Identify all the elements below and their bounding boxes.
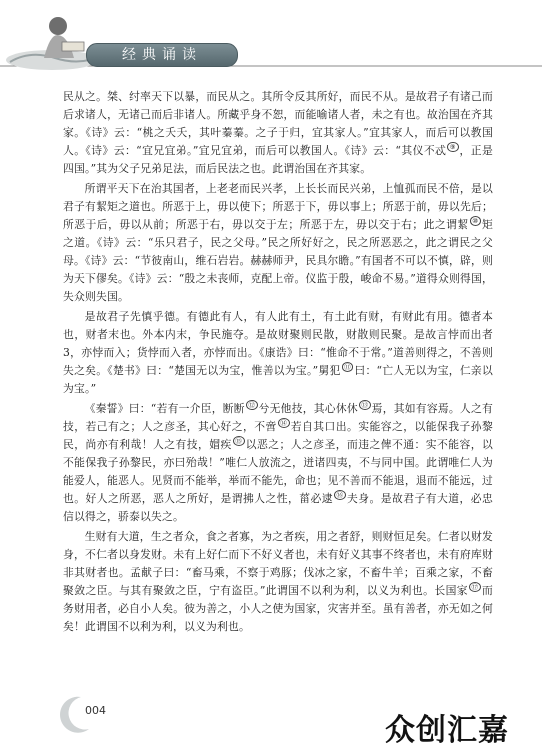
header-illustration	[0, 0, 542, 95]
footnote-marker: ⑬	[359, 400, 371, 410]
text-run: ，正是四国。”其为父子兄弟足法，而后民法之也。此谓治国在齐其家。	[63, 144, 493, 175]
footnote-marker: ⑩	[470, 216, 481, 226]
text-run: 矩之道。《诗》云：“乐只君子，民之父母。”民之所好好之，民之所恶恶之，此之谓民之父母。《诗》云：“节彼南山，维石岩岩。赫赫师尹，民具尔瞻。”有国者不可以不慎，辟，则为天下僇矣。《诗》云：“殷之未丧师，克配上帝。仪监于殷，峻命不易。”道得众则得国，失众则失国。	[63, 218, 494, 303]
paragraph	[63, 308, 493, 398]
classical-text-body	[63, 88, 493, 638]
footnote-marker: ⑯	[334, 490, 346, 500]
text-run: 兮无他技，其心休休	[258, 402, 358, 415]
series-title: 经典诵读	[122, 47, 202, 63]
text-run: 曰：“亡人无以为宝，仁亲以为宝。”	[63, 364, 494, 395]
text-run: 以恶之；人之彦圣，而违之俾不通：实不能容，以不能保我子孙黎民，亦曰殆哉！”唯仁人放流之，迸诸四夷，不与同中国。此谓唯仁人为能爱人，能恶人。见贤而不能举，举而不能先，命也；见不善而不能退，退而不能远，过也。好人之所恶，恶人之所好，是谓拂人之性，菑必逮	[63, 438, 494, 505]
scroll-icon	[62, 42, 84, 51]
footnote-marker: ⑪	[342, 362, 354, 372]
page-number: 004	[85, 704, 106, 717]
text-run: 所谓平天下在治其国者，上老老而民兴孝，上长长而民兴弟，上恤孤而民不倍，是以君子有絜矩之道也。所恶于上，毋以使下；所恶于下，毋以事上；所恶于前，毋以先后；所恶于后，毋以从前；所恶于右，毋以交于左；所恶于左，毋以交于右；此之谓絜	[63, 182, 493, 231]
text-run: 是故君子先慎乎德。有德此有人，有人此有土，有土此有财，有财此有用。德者本也，财者末也。外本内末，争民施夺。是故财聚则民散，财散则民聚。是故言悖而出者3，亦悖而入；货悖而入者，亦悖而出。《康诰》曰：“惟命不于常。”道善则得之，不善则失之矣。《楚书》曰：“楚国无以为宝，惟善以为宝。”舅犯	[63, 310, 493, 377]
watermark-text: 众创汇嘉	[385, 713, 509, 748]
scholar-head-icon	[49, 17, 67, 35]
text-run: 生财有大道，生之者众，食之者寡，为之者疾，用之者舒，则财恒足矣。仁者以财发身，不仁者以身发财。未有上好仁而下不好义者也，未有好义其事不终者也，未有府库财非其财者也。孟献子曰：“畜马乘，不察于鸡豚；伐冰之家，不畜牛羊；百乘之家，不畜聚敛之臣。与其有聚敛之臣，宁有盗臣。”此谓国不以利为利，以义为利也。长国家	[63, 530, 493, 597]
footnote-marker: ⑫	[246, 400, 258, 410]
text-run: 民从之。桀、纣率天下以暴，而民从之。其所令反其所好，而民不从。是故君子有诸己而后求诸人，无诸己而后非诸人。所藏乎身不恕，而能喻诸人者，未之有也。故治国在齐其家。《诗》云：“桃之夭夭，其叶蓁蓁。之子于归，宜其家人。”宜其家人，而后可以教国人。《诗》云：“宜兄宜弟。”宜兄宜弟，而后可以教国人。《诗》云：“其仪不忒	[63, 90, 493, 157]
text-run: 若自其口出。实能容之，以能保我子孙黎民，尚亦有利哉！人之有技，媢疾	[63, 420, 493, 451]
paragraph	[63, 88, 493, 178]
paragraph	[63, 528, 493, 636]
text-run: 而务财用者，必自小人矣。彼为善之，小人之使为国家，灾害并至。虽有善者，亦无如之何矣！此谓国不以利为利，以义为利也。	[63, 584, 493, 633]
paragraph	[63, 400, 493, 526]
header-decoration	[0, 0, 542, 95]
footnote-marker: ⑨	[447, 142, 458, 152]
text-run: 夫身。是故君子有大道，必忠信以得之，骄泰以失之。	[63, 492, 493, 523]
footnote-marker: ⑰	[469, 582, 481, 592]
series-banner	[86, 43, 238, 67]
text-run: 《秦誓》曰：“若有一介臣，断断	[84, 402, 245, 415]
paragraph	[63, 180, 493, 306]
footnote-marker: ⑮	[233, 436, 245, 446]
text-run: 焉，其如有容焉。人之有技，若己有之；人之彦圣，其心好之，不啻	[63, 402, 493, 433]
footnote-marker: ⑭	[278, 418, 290, 428]
